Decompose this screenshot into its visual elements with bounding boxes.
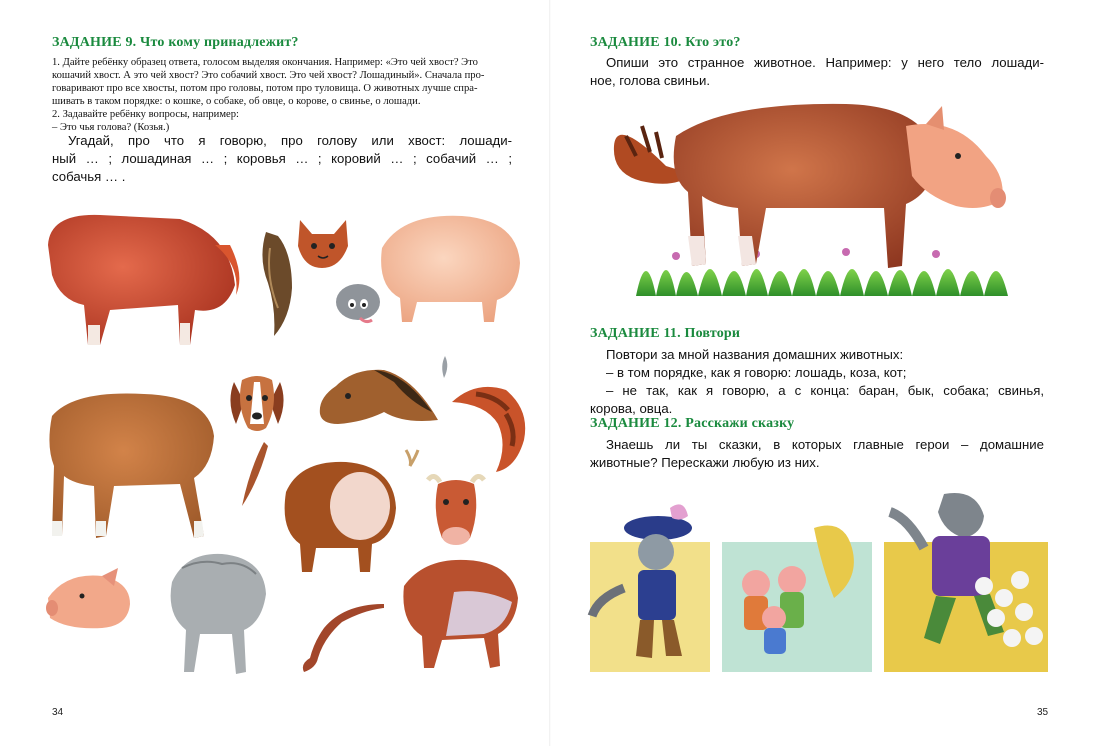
task12-text — [590, 436, 1044, 472]
calf-body-illustration — [394, 552, 524, 672]
pig-body-illustration — [372, 208, 522, 326]
instruction-line: кошачий хвост. А это чей хвост? Это собачий хвост. Это чей хвост? Лошадиный». Сначала про- — [52, 70, 485, 81]
prompt-line: собачья … . — [52, 169, 126, 184]
task10-text — [590, 54, 1044, 90]
task11-heading: ЗАДАНИЕ 11. Повтори — [590, 326, 741, 341]
instruction-line: 2. Задавайте ребёнку вопросы, например: — [52, 109, 239, 120]
cow-tail-illustration — [294, 598, 390, 676]
page-number-left: 34 — [52, 707, 64, 718]
text-line: корова, овца. — [590, 401, 673, 416]
cat-tail-illustration — [446, 380, 530, 474]
instruction-line: шивать в таком порядке: о кошке, о собаке, об овце, о корове, о свинье, о лошади. — [52, 96, 421, 107]
strange-animal-illustration — [606, 96, 1026, 306]
cat-head-illustration — [294, 216, 354, 271]
task9-prompt — [52, 132, 512, 186]
task10-heading: ЗАДАНИЕ 10. Кто это? — [590, 35, 741, 50]
sheep-body-illustration — [162, 548, 270, 680]
instruction-line: говаривают про все хвосты, потом про головы, потом про туловища. О животных лучше спра- — [52, 83, 478, 94]
text-line: ное, голова свиньи. — [590, 73, 711, 88]
ox-tail-tip-illustration — [402, 446, 422, 468]
horse-body-illustration — [44, 386, 220, 546]
ram-body-illustration — [276, 452, 402, 576]
instruction-line: 1. Дайте ребёнку образец ответа, голосом выделяя окончания. Например: «Это чей хвост? Это — [52, 57, 478, 68]
horse-head-illustration — [314, 362, 442, 434]
text-line: Повтори за мной названия домашних животных: — [606, 347, 904, 362]
instruction-line: – Это чья голова? (Козья.) — [52, 122, 170, 133]
prompt-line: Угадай, про что я говорю, про голову или хвост: лошади- — [68, 133, 512, 148]
cow-head-illustration — [424, 472, 488, 550]
task11-text — [590, 346, 1044, 418]
dog-head-illustration — [226, 372, 288, 434]
task9-heading: ЗАДАНИЕ 9. Что кому принадлежит? — [52, 35, 299, 50]
prompt-line: ный … ; лошадиная … ; коровья … ; коровий … ; собачий … ; — [52, 151, 512, 166]
text-line: Опиши это странное животное. Например: у него тело лошади- — [606, 55, 1044, 70]
text-line: – не так, как я говорю, а с конца: баран, бык, собака; свинья, — [606, 383, 1044, 398]
task12-heading: ЗАДАНИЕ 12. Расскажи сказку — [590, 416, 795, 431]
pig-head-illustration — [42, 568, 134, 632]
fairy-tales-illustrations — [584, 488, 1050, 678]
text-line: Знаешь ли ты сказки, в которых главные герои – домашние — [606, 437, 1044, 452]
horse-tail-illustration — [256, 228, 298, 340]
dog-tail-illustration — [236, 438, 272, 512]
text-line: – в том порядке, как я говорю: лошадь, коза, кот; — [606, 365, 907, 380]
task9-instructions — [52, 56, 512, 134]
cow-body-illustration — [40, 205, 240, 355]
right-page — [550, 0, 1100, 746]
page-number-right: 35 — [1037, 707, 1049, 718]
text-line: животные? Перескажи любую из них. — [590, 455, 820, 470]
